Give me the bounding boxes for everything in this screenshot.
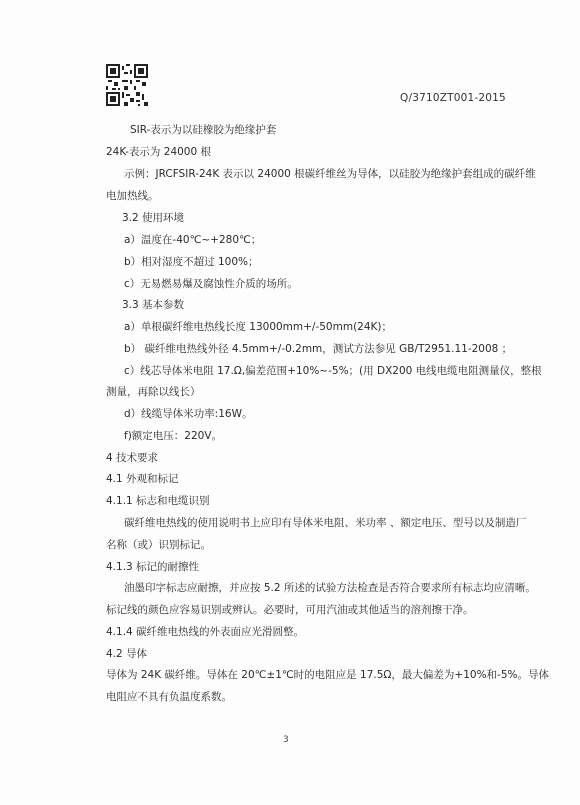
text-line: 24K-表示为 24000 根	[106, 146, 212, 158]
text-line: 名称（或）识别标记。	[106, 539, 211, 551]
page-number: 3	[283, 735, 289, 745]
qr-code-icon	[106, 64, 148, 106]
text-line: d）线缆导体米功率:16W。	[124, 408, 253, 420]
text-line: f)额定电压：220V。	[124, 430, 223, 442]
text-line: c）无易燃易爆及腐蚀性介质的场所。	[124, 278, 298, 290]
text-line: 示例：JRCFSIR-24K 表示以 24000 根碳纤维丝为导体，以硅胶为绝缘护套组成的碳纤维	[124, 168, 536, 180]
section-heading: 4.1.3 标记的耐擦性	[106, 561, 200, 573]
text-line: SIR-表示为以硅橡胶为绝缘护套	[130, 124, 277, 136]
text-line: 导体为 24K 碳纤维。导体在 20℃±1℃时的电阻应是 17.5Ω，最大偏差为+10%和-5%。导体	[106, 669, 550, 681]
section-heading: 4 技术要求	[106, 452, 159, 464]
section-heading: 4.1.4 碳纤维电热线的外表面应光滑圆整。	[106, 626, 305, 638]
section-heading: 4.2 导体	[106, 648, 148, 660]
text-line: c）线芯导体米电阻 17.Ω,偏差范围+10%~-5%；(用 DX200 电线电缆电阻测量仪，整根	[124, 365, 542, 377]
section-heading: 3.3 基本参数	[122, 299, 185, 311]
text-line: a）温度在-40℃~+280℃；	[124, 234, 262, 246]
section-heading: 4.1.1 标志和电缆识别	[106, 495, 210, 507]
text-line: b）相对湿度不超过 100%；	[124, 256, 259, 268]
text-line: a）单根碳纤维电热线长度 13000mm+/-50mm(24K)；	[124, 321, 393, 333]
section-heading: 4.1 外观和标记	[106, 473, 179, 485]
text-line: 电阻应不具有负温度系数。	[106, 691, 232, 703]
text-line: 碳纤维电热线的使用说明书上应印有导体米电阻、米功率 、额定电压、型号以及制造厂	[124, 517, 527, 529]
text-line: b） 碳纤维电热线外径 4.5mm+/-0.2mm，测试方法参见 GB/T2951.11-2008 ；	[124, 343, 513, 355]
text-line: 测量，再除以线长）	[106, 386, 201, 398]
text-line: 油墨印字标志应耐擦，并应按 5.2 所述的试验方法检查是否符合要求所有标志均应清晰。	[124, 582, 536, 594]
text-line: 电加热线。	[106, 190, 159, 202]
text-line: 标记线的颜色应容易识别或辨认。必要时，可用汽油或其他适当的溶剂擦干净。	[106, 604, 474, 616]
standard-number: Q/3710ZT001-2015	[400, 92, 506, 104]
section-heading: 3.2 使用环境	[122, 212, 185, 224]
